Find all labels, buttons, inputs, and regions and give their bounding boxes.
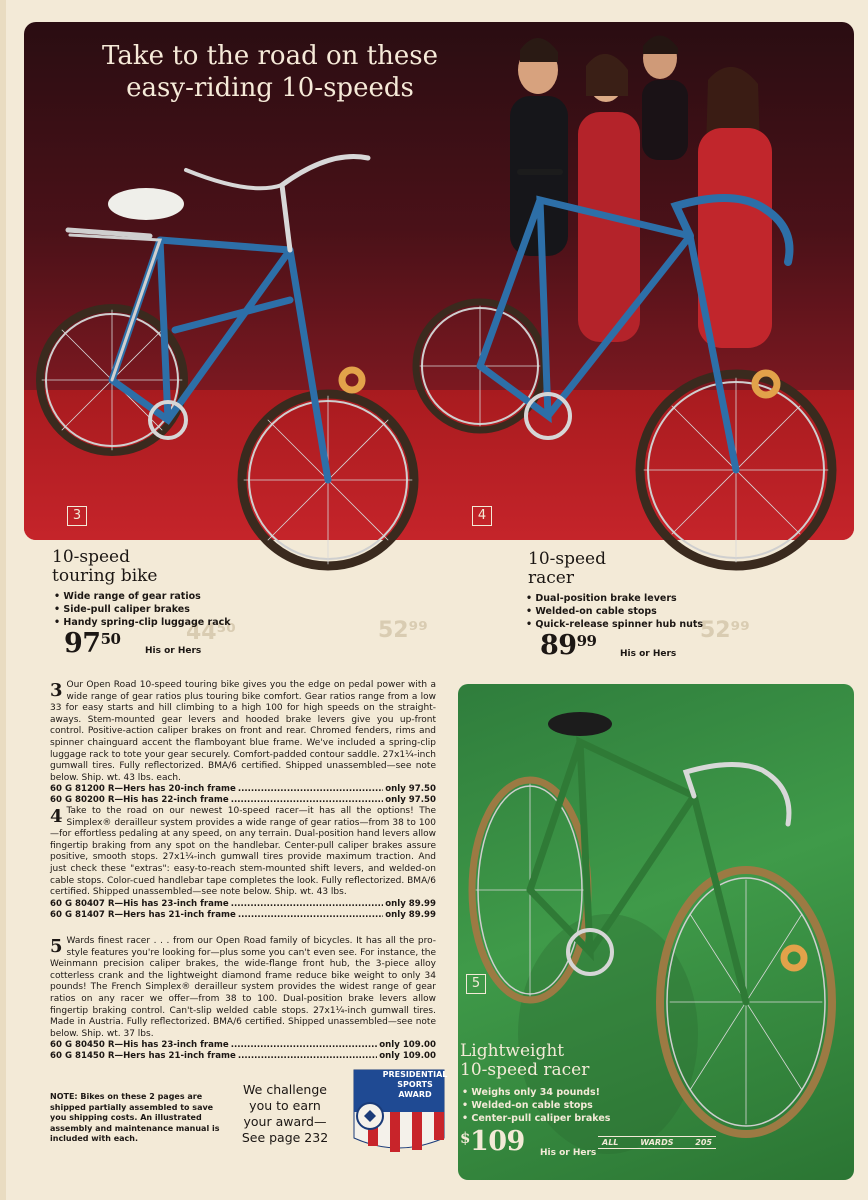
order-price: only 97.50	[385, 795, 436, 806]
order-code: 60 G 80407 R—His has 23-inch frame	[50, 898, 229, 909]
racer-price-note: His or Hers	[620, 649, 677, 659]
item-3-number: 3	[50, 680, 63, 701]
racer-price-dollars: 89	[540, 630, 577, 661]
lightweight-title-line2: 10-speed racer	[460, 1060, 590, 1080]
order-line	[50, 899, 436, 910]
item-number-badge-3: 3	[67, 506, 87, 526]
item-number-badge-5: 5	[466, 974, 486, 994]
order-code: 60 G 81407 R—Hers has 21-inch frame	[50, 909, 236, 920]
assembly-note: NOTE: Bikes on these 2 pages are shipped partially assembled to save you shipping costs. An illustrated assembly and maintenance manual is included with each.	[50, 1092, 220, 1143]
item-4-description	[50, 806, 436, 921]
challenge-line4: See page 232	[241, 1130, 329, 1145]
order-line	[50, 784, 436, 795]
lightweight-price	[460, 1126, 525, 1157]
touring-feature-list	[54, 590, 231, 629]
lightweight-feature: • Center-pull caliper brakes	[462, 1112, 610, 1125]
order-price: only 89.99	[385, 898, 436, 909]
item-3-description	[50, 680, 436, 806]
challenge-line2: you to earn	[249, 1098, 321, 1113]
lightweight-price-note: His or Hers	[540, 1148, 597, 1158]
lightweight-feature: • Weighs only 34 pounds!	[462, 1086, 610, 1099]
order-line	[50, 910, 436, 921]
lightweight-title-line1: Lightweight	[460, 1041, 565, 1061]
item-3-text: Our Open Road 10-speed touring bike gives you the edge on pedal power with a wide range of gear ratios plus touring bike comfort. Gear ratios range from a low 33 for easy starts and hill climbing to a high 100 for high speeds on the straight-aways. Stem-mounted gear levers and hooded brake levers give you up-front control. Positive-action caliper brakes on front and rear. Chromed fenders, rims and spinner chainguard accent the flamboyant blue frame. We've included a spring-clip luggage rack to tote your gear securely. Comfort-padded contour saddle. 27x1¼-inch gumwall tires. Fully reflectorized. BMA/6 certified. Shipped unassembled—see note below. Ship. wt. 43 lbs. each.	[50, 680, 436, 783]
racer-price-cents: 99	[576, 632, 597, 650]
touring-price-cents: 50	[100, 630, 121, 648]
challenge-line1: We challenge	[243, 1082, 327, 1097]
item-4-number: 4	[50, 806, 63, 827]
order-code: 60 G 81450 R—Hers has 21-inch frame	[50, 1051, 236, 1062]
award-label-line1: PRESIDENTIAL	[382, 1070, 448, 1079]
racer-price	[540, 630, 596, 661]
catalog-page-number: 205	[695, 1138, 712, 1147]
racer-title	[528, 550, 606, 588]
item-5-text: Wards finest racer . . . from our Open Road family of bicycles. It has all the pro-style features you're looking for—plus some you can't even see. For instance, the Weinmann precision caliper brakes, the wide-flange front hub, the 3-piece alloy cotterless crank and the lightweight diamond frame reduce bike weight to only 34 pounds! The French Simplex® derailleur system provides the widest range of gear ratios on any racer we offer—from 38 to 100. Dual-position brake levers allow fingertip braking control. Can't-slip welded cable stops. 27x1¼-inch gumwall tires. Made in Austria. Fully reflectorized. BMA/6 certified. Shipped unassembled—see note below. Ship. wt. 37 lbs.	[50, 936, 436, 1039]
ghost-text-c: 52⁹⁹	[700, 618, 750, 643]
touring-feature: • Wide range of gear ratios	[54, 590, 231, 603]
touring-feature: • Handy spring-clip luggage rack	[54, 616, 231, 629]
racer-feature-list	[526, 592, 703, 631]
racer-feature: • Welded-on cable stops	[526, 605, 703, 618]
touring-title-line1: 10-speed	[52, 547, 130, 567]
lightweight-title	[460, 1042, 589, 1080]
order-line	[50, 795, 436, 806]
catalog-footer-brand: WARDS	[640, 1138, 674, 1147]
order-code: 60 G 80450 R—His has 23-inch frame	[50, 1040, 229, 1051]
item-4-text: Take to the road on our newest 10-speed racer—it has all the options! The Simplex® derailleur system provides a wide range of gear ratios—from 38 to 100—for effortless pedaling at any speed, on any terrain. Dual-position hand levers allow fingertip braking from any spot on the handlebar. Center-pull caliper brakes assure positive, smooth stops. 27x1¼-inch gumwall tires provide maximum traction. And just check these "extras": easy-to-reach stem-mounted shift levers, and welded-on cable stops. Color-cued handlebar tape completes the look. Fully reflectorized. BMA/6 certified. Shipped unassembled—see note below. Ship. wt. 43 lbs.	[50, 806, 436, 898]
lightweight-feature-list	[462, 1086, 610, 1125]
racer-feature: • Dual-position brake levers	[526, 592, 703, 605]
touring-price-dollars: 97	[64, 628, 101, 659]
catalog-footer-left: ALL	[602, 1138, 619, 1147]
order-code: 60 G 81200 R—Hers has 20-inch frame	[50, 784, 236, 795]
touring-feature: • Side-pull caliper brakes	[54, 603, 231, 616]
lightweight-saddle	[548, 712, 612, 736]
hero-headline-line2: easy-riding 10-speeds	[126, 73, 414, 103]
touring-bike-illustration	[40, 157, 414, 566]
order-price: only 97.50	[385, 784, 436, 795]
racer-title-line1: 10-speed	[528, 549, 606, 569]
lightweight-price-symbol: $	[460, 1129, 470, 1147]
award-label-line3: AWARD	[398, 1090, 432, 1099]
ghost-text-b: 52⁹⁹	[378, 618, 428, 643]
touring-saddle	[108, 188, 184, 220]
touring-title-line2: touring bike	[52, 566, 158, 586]
touring-title	[52, 548, 158, 586]
order-price: only 109.00	[379, 1040, 436, 1051]
racer-feature: • Quick-release spinner hub nuts	[526, 618, 703, 631]
item-number-badge-4: 4	[472, 506, 492, 526]
order-line	[50, 1051, 436, 1062]
award-challenge	[230, 1082, 340, 1146]
touring-price-note: His or Hers	[145, 646, 202, 656]
award-label-line2: SPORTS	[397, 1080, 433, 1089]
racer-title-line2: racer	[528, 568, 574, 588]
hero-headline-line1: Take to the road on these	[102, 41, 438, 71]
challenge-line3: your award—	[243, 1114, 327, 1129]
lightweight-price-dollars: 109	[469, 1126, 525, 1157]
order-code: 60 G 80200 R—His has 22-inch frame	[50, 795, 229, 806]
order-price: only 89.99	[385, 909, 436, 920]
lightweight-feature: • Welded-on cable stops	[462, 1099, 610, 1112]
order-line	[50, 1040, 436, 1051]
award-label	[380, 1070, 450, 1100]
catalog-footer	[598, 1136, 716, 1149]
hero-headline	[60, 40, 480, 104]
ghost-text-a: 44⁵⁰	[186, 620, 236, 645]
item-5-number: 5	[50, 936, 63, 957]
touring-price	[64, 628, 120, 659]
item-5-description	[50, 936, 436, 1062]
order-price: only 109.00	[379, 1051, 436, 1062]
